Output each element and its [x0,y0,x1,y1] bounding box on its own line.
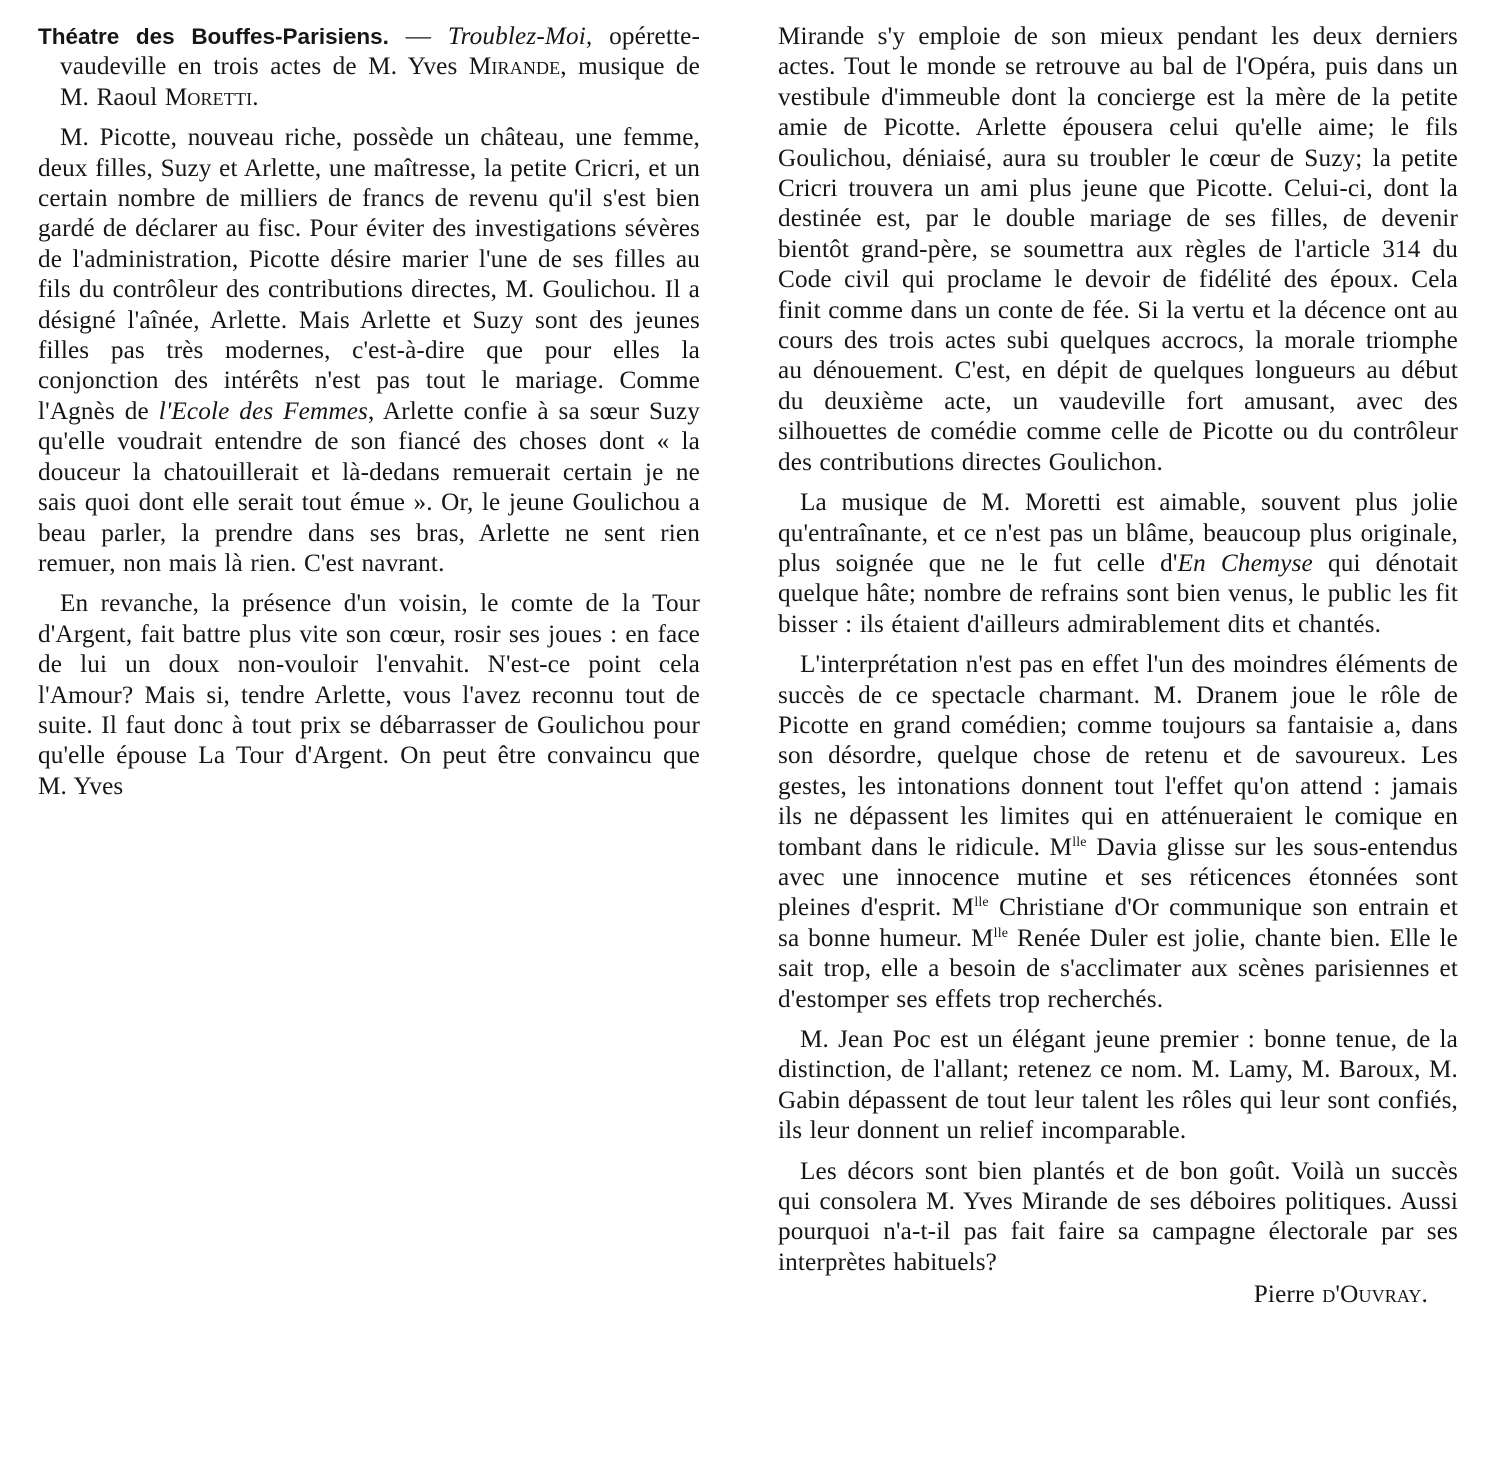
left-column [38,22,700,802]
paragraph-interp-sup-2: lle [974,895,989,911]
signature-first: Pierre [1253,1281,1323,1309]
paragraph-music-italic: En Chemyse [1177,549,1313,577]
paragraph-music-text-1: La musique de M. Moretti est aimable, souvent plus jolie qu'entraînante, et ce n'est pas un blâme, beaucoup plus originale, plus soignée que ne le fut celle d' [778,489,1458,577]
paragraph-revanche: En revanche, la présence d'un voisin, le comte de la Tour d'Argent, fait battre plus vite son cœur, rosir ses joues : en face de lui un doux non-vouloir l'envahit. N'est-ce point cela l'Amour? Mais si, tendre Arlette, vous l'avez reconnu tout de suite. Il faut donc à tout prix se débarrasser de Goulichou pour qu'elle épouse La Tour d'Argent. On peut être convaincu que M. Yves [38,590,700,800]
author-name: Mirande, [468,53,567,81]
heading-text-2: musique de M. Raoul [60,53,700,111]
author-signature [778,1280,1458,1310]
paragraph-music [778,488,1458,640]
paragraph-interp-text-1: L'interprétation n'est pas en effet l'un des moindres éléments de succès de ce spectacle charmant. M. Dranem joue le rôle de Picotte en grand comédien; comme toujours sa fantaisie a, dans son désordre, quelque chose de retenu et de savoureux. Les gestes, les intonations donnent tout l'effet qu'on attend : jamais ils ne dépassent les limites qui en atténueraient le comique en tombant dans le ridicule. M [778,651,1458,861]
paragraph-interp-text-2: Davia glisse sur les sous-entendus avec une innocence mutine et ses réticences étonnées sont pleines d'esprit. M [778,833,1458,922]
paragraph-cast: M. Jean Poc est un élégant jeune premier : bonne tenue, de la distinction, de l'allant; retenez ce nom. M. Lamy, M. Baroux, M. Gabin dépassent de tout leur talent les rôles qui leur sont confiés, ils leur donnent un relief incomparable. [778,1026,1458,1145]
paragraph-interp-text-4: Renée Duler est jolie, chante bien. Elle le sait trop, elle a besoin de s'acclimater aux scènes parisiennes et d'estomper ses effets trop recherchés. [778,924,1459,1013]
play-title: Troublez-Moi, [447,23,593,50]
paragraph-plot-text-2: , Arlette confie à sa sœur Suzy qu'elle voudrait entendre de son fiancé des choses dont « la douceur la chatouillerait et là-dedans remuerait certain je ne sais quoi dont elle serait tout émue ». Or, le jeune Goulichou a beau parler, la prendre dans ses bras, Arlette ne sent rien remuer, non mais là rien. C'est navrant. [38,397,700,577]
paragraph-plot [38,123,700,579]
paragraph-interp-text-3: Christiane d'Or communique son entrain et sa bonne humeur. M [778,894,1458,952]
composer-name: Moretti. [164,83,259,111]
paragraph-interp-sup-1: lle [1072,834,1087,850]
paragraph-plot-text-1: M. Picotte, nouveau riche, possède un château, une femme, deux filles, Suzy et Arlette, une maîtresse, la petite Cricri, et un certain nombre de milliers de francs de revenu qu'il s'est bien gardé de déclarer au fisc. Pour éviter des investigations sévères de l'administration, Picotte désire marier l'une de ses filles au fils du contrôleur des contributions directes, M. Goulichou. Il a désigné l'aînée, Arlette. Mais Arlette et Suzy sont des jeunes filles pas très modernes, c'est-à-dire que pour elles la conjonction des intérêts n'est pas tout le mariage. Comme l'Agnès de [38,124,700,425]
right-column [778,22,1458,1311]
review-heading [38,22,700,113]
paragraph-plot-italic: l'Ecole des Femmes [158,397,368,425]
heading-dash: — [388,23,448,50]
paragraph-continuation: Mirande s'y emploie de son mieux pendant les deux derniers actes. Tout le monde se retrouve au bal de l'Opéra, puis dans un vestibule d'immeuble dont la concierge est la mère de la petite amie de Picotte. Arlette épousera celui qu'elle aime; le fils Goulichou, déniaisé, aura su troubler le cœur de Suzy; la petite Cricri trouvera un ami plus jeune que Picotte. Celui-ci, dont la destinée est, par le double mariage de ses filles, de devenir bientôt grand-père, se soumettra aux règles de l'article 314 du Code civil qui proclame le devoir de fidélité des époux. Cela finit comme dans un conte de fée. Si la vertu et la décence ont au cours des trois actes subi quelques accrocs, la morale triomphe au dénouement. C'est, en dépit de quelques longueurs au début du deuxième acte, un vaudeville fort amusant, avec des silhouettes de comédie comme celle de Picotte ou du contrôleur des contributions directes Goulichon. [778,23,1458,476]
paragraph-music-text-2: qui dénotait quelque hâte; nombre de refrains sont bien venus, le public les fit bisser : ils étaient d'ailleurs admirablement dits et chantés. [778,549,1458,638]
signature-last: d'Ouvray. [1322,1281,1428,1309]
paragraph-conclusion: Les décors sont bien plantés et de bon goût. Voilà un succès qui consolera M. Yves Mirande de ses déboires politiques. Aussi pourquoi n'a-t-il pas fait faire sa campagne électorale par ses interprètes habituels? [778,1157,1458,1276]
paragraph-interpretation [778,650,1458,1015]
paragraph-interp-sup-3: lle [993,925,1009,941]
venue-name: Théatre des Bouffes-Parisiens. [38,24,389,49]
heading-text-1: opérette-vaudeville en trois actes de M. Yves [60,23,701,81]
